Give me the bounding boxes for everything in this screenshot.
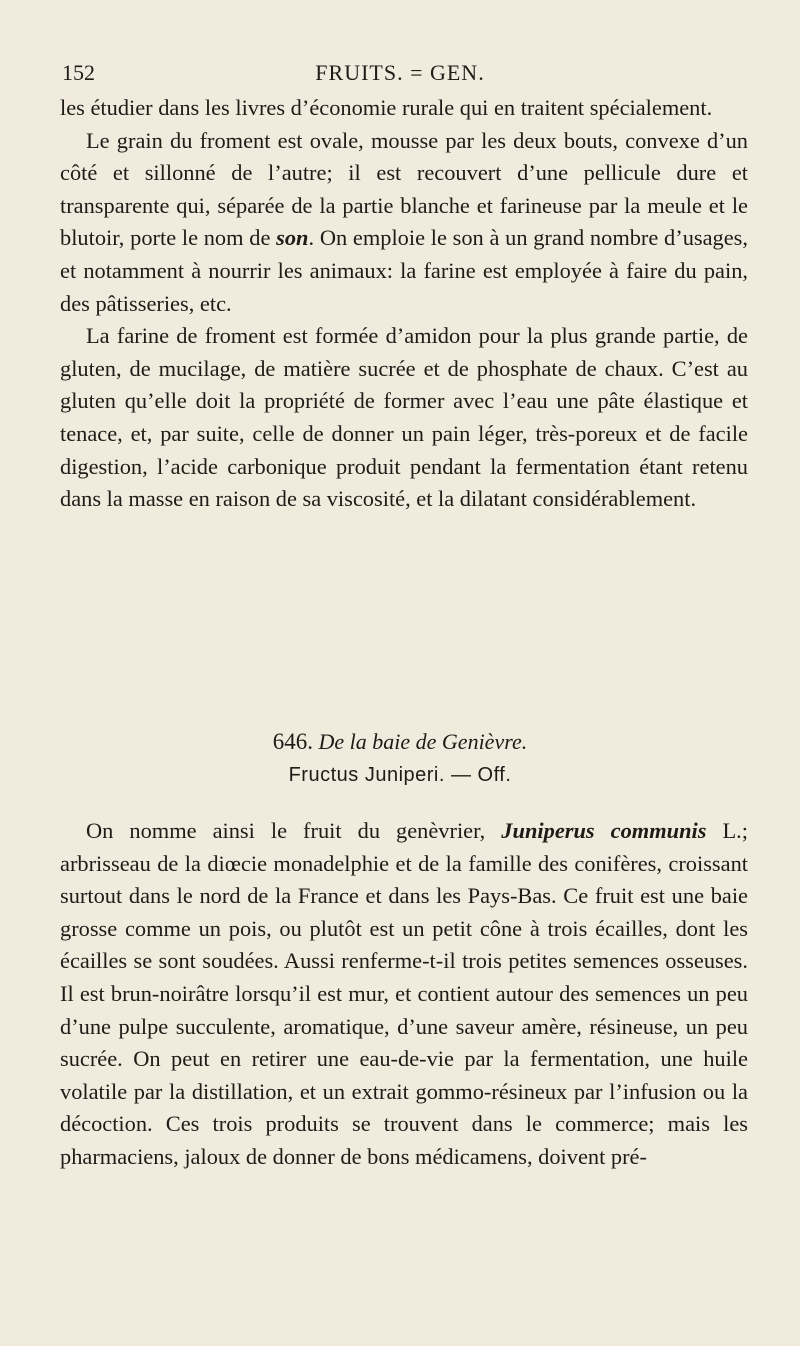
page-number: 152 xyxy=(62,60,95,85)
text-block-bottom xyxy=(60,815,748,1174)
latin-name: Juniperus communis xyxy=(501,818,707,843)
section-subtitle: Fructus Juniperi. — Off. xyxy=(288,764,512,786)
section-number: 646. xyxy=(272,729,314,754)
paragraph-grain-part2: . On emploie le son à un grand nombre d’usages, et notamment à nourrir les animaux: la farine est employée à faire du pain, des pâtisseries, etc. xyxy=(60,225,748,316)
text-block-top xyxy=(60,92,748,516)
paragraph-grain-part1: Le grain du froment est ovale, mousse par les deux bouts, convexe d’un côté et sillonné de l’autre; il est recouvert d’une pellicule dure et transparente qui, séparée de la partie blanche et farineuse par la meule et le blutoir, porte le nom de xyxy=(60,127,748,251)
paragraph-grain xyxy=(60,125,748,321)
section-heading xyxy=(60,729,740,755)
page-header xyxy=(60,60,740,88)
paragraph-genievre-part1: On nomme ainsi le fruit du genèvrier, xyxy=(86,818,502,843)
term-son: son xyxy=(276,225,309,251)
running-title: FRUITS. = GEN. xyxy=(315,60,485,85)
paragraph-continuation: les étudier dans les livres d’économie rurale qui en traitent spécialement. xyxy=(60,95,713,120)
paragraph-farine: La farine de froment est formée d’amidon pour la plus grande partie, de gluten, de mucilage, de matière sucrée et de phosphate de chaux. C’est au gluten qu’elle doit la propriété de former avec l’eau une pâte élastique et tenace, et, par suite, celle de donner un pain léger, très-poreux et de facile digestion, l’acide carbonique produit pendant la fermentation étant retenu dans la masse en raison de sa viscosité, et la dilatant considérablement. xyxy=(60,323,748,512)
paragraph-genievre-part2: L.; arbrisseau de la diœcie monadelphie et de la famille des conifères, croissant surtout dans le nord de la France et dans les Pays-Bas. Ce fruit est une baie grosse comme un pois, ou plutôt est un petit cône à trois écailles, dont les écailles se sont soudées. Aussi renferme-t-il trois petites semences osseuses. Il est brun-noirâtre lorsqu’il est mur, et contient autour des semences un peu d’une pulpe succulente, aromatique, d’une saveur amère, résineuse, un peu sucrée. On peut en retirer une eau-de-vie par la fermentation, une huile volatile par la distillation, et un extrait gommo-résineux par l’infusion ou la décoction. Ces trois produits se trouvent dans le commerce; mais les pharmaciens, jaloux de donner de bons médicamens, doivent pré- xyxy=(60,818,748,1169)
section-title: De la baie de Genièvre. xyxy=(318,729,528,754)
paragraph-genievre xyxy=(60,815,748,1174)
